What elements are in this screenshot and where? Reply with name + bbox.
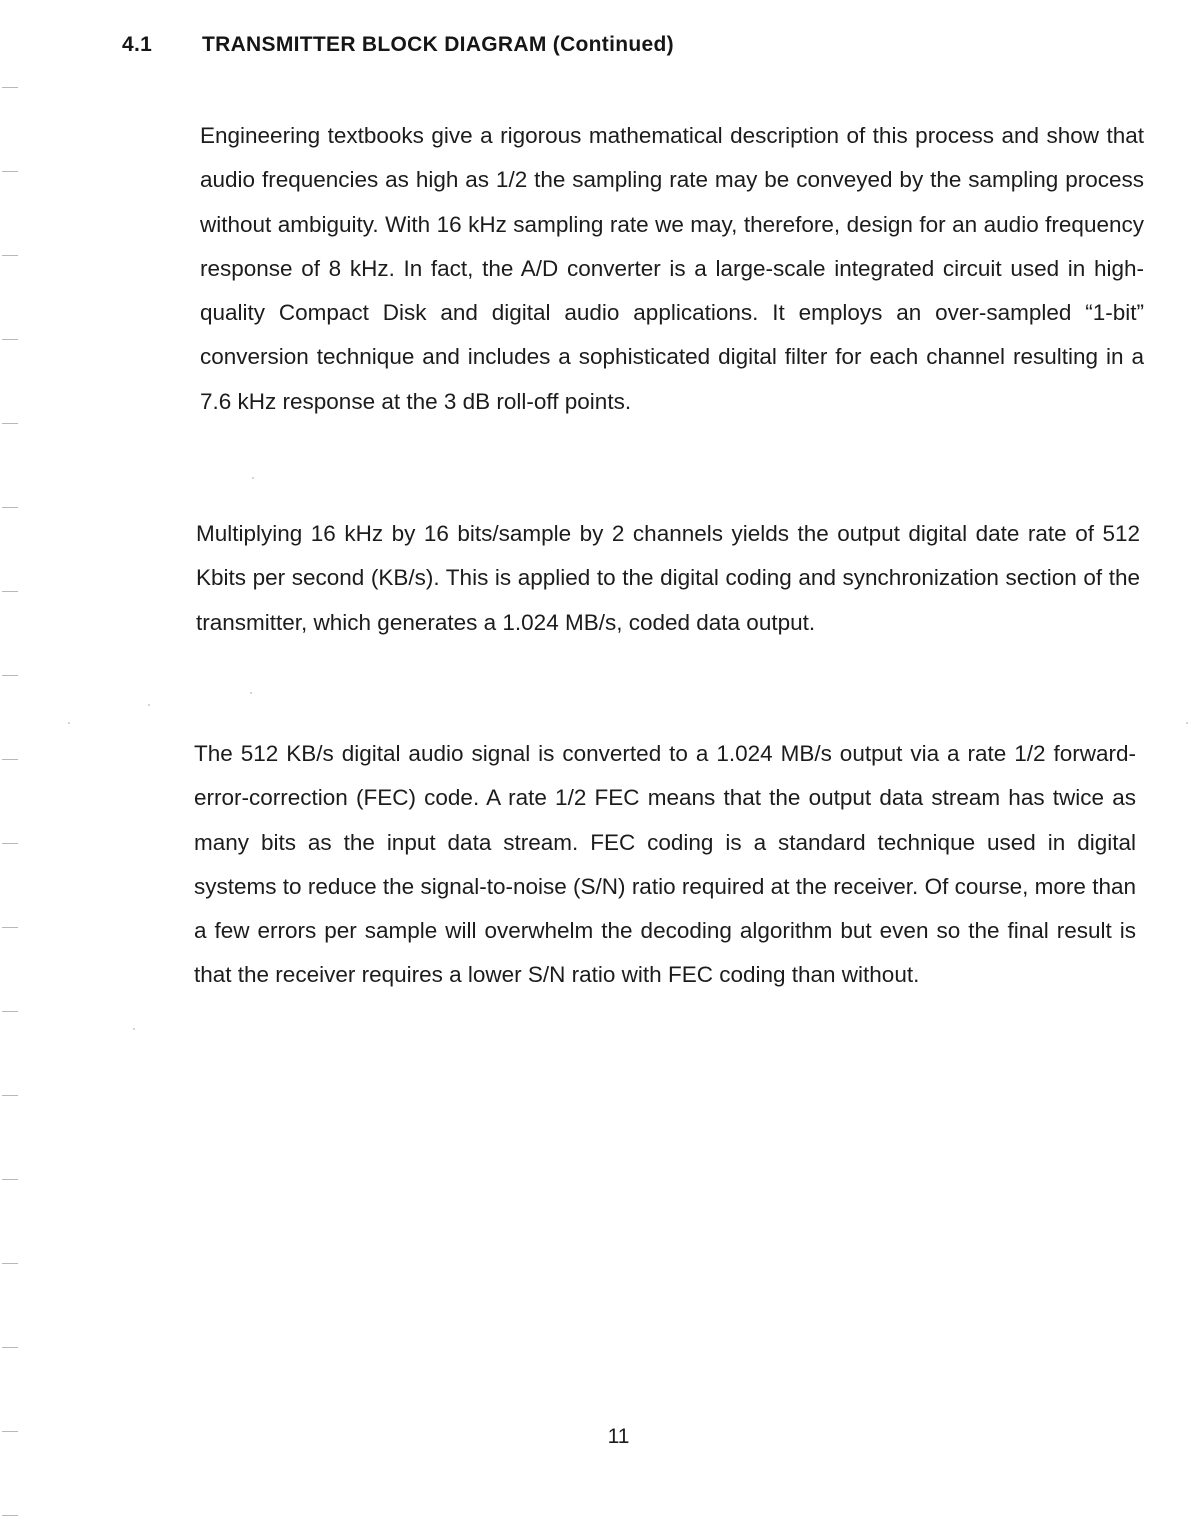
paragraph-1: Engineering textbooks give a rigorous mathematical description of this process and show that audio frequencies as high as 1/2 the sampling rate may be conveyed by the sampling process without ambiguity. With 16 kHz sampling rate we may, therefore, design for an audio frequency response of 8 kHz. In fact, the A/D converter is a large-scale integrated circuit used in high-quality Compact Disk and digital audio applications. It employs an over-sampled “1-bit” conversion technique and includes a sophisticated digital filter for each channel resulting in a 7.6 kHz response at the 3 dB roll-off points.: [200, 123, 1144, 414]
scan-speck: [252, 477, 254, 479]
scan-speck: [148, 704, 150, 706]
scan-edge-mark: [2, 507, 18, 508]
scan-edge-mark: [2, 675, 18, 676]
scan-edge-mark: [2, 255, 18, 256]
paragraph-3: The 512 KB/s digital audio signal is converted to a 1.024 MB/s output via a rate 1/2 forward-error-correction (FEC) code. A rate 1/2 FEC means that the output data stream has twice as many bits as the input data stream. FEC coding is a standard technique used in digital systems to reduce the signal-to-noise (S/N) ratio required at the receiver. Of course, more than a few errors per sample will overwhelm the decoding algorithm but even so the final result is that the receiver requires a lower S/N ratio with FEC coding than without.: [194, 741, 1136, 988]
scan-edge-mark: [2, 1263, 18, 1264]
scan-speck: [133, 1028, 135, 1030]
scan-edge-mark: [2, 591, 18, 592]
scan-edge-mark: [2, 1515, 18, 1516]
scan-edge-mark: [2, 339, 18, 340]
scan-edge-mark: [2, 1095, 18, 1096]
scan-edge-mark: [2, 843, 18, 844]
scan-edge-mark: [2, 759, 18, 760]
scan-edge-mark: [2, 1431, 18, 1432]
page-number: 11: [607, 1425, 630, 1448]
section-heading: [122, 33, 674, 57]
section-number: 4.1: [122, 33, 153, 56]
scan-speck: [1186, 722, 1188, 724]
scan-edge-mark: [2, 423, 18, 424]
paragraph-2: Multiplying 16 kHz by 16 bits/sample by 2 channels yields the output digital date rate of 512 Kbits per second (KB/s). This is applied to the digital coding and synchronization section of the transmitter, which generates a 1.024 MB/s, coded data output.: [196, 521, 1140, 635]
scan-edge-mark: [2, 171, 18, 172]
section-title: TRANSMITTER BLOCK DIAGRAM (Continued): [202, 33, 674, 56]
scan-edge-mark: [2, 87, 18, 88]
scan-edge-mark: [2, 927, 18, 928]
scan-edge-mark: [2, 1179, 18, 1180]
scan-speck: [68, 722, 70, 724]
scan-speck: [250, 692, 252, 694]
scan-edge-mark: [2, 1347, 18, 1348]
scan-edge-mark: [2, 1011, 18, 1012]
